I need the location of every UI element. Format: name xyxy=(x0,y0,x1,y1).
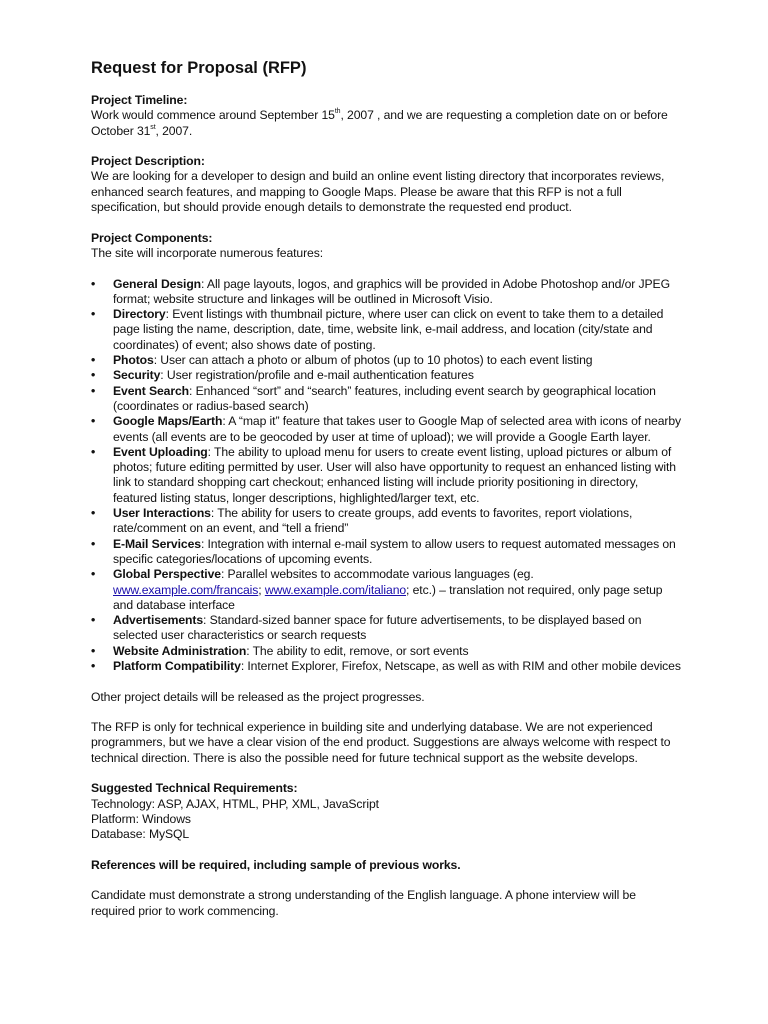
bullet-icon: • xyxy=(91,368,96,383)
bullet-icon: • xyxy=(91,506,96,521)
feature-item xyxy=(91,613,681,644)
feature-item xyxy=(91,368,681,383)
other-details-paragraph xyxy=(91,690,681,705)
project-timeline-section xyxy=(91,93,681,139)
link-separator: ; xyxy=(258,582,265,597)
feature-title: Google Maps/Earth xyxy=(113,414,223,429)
feature-text: : Event listings with thumbnail picture, where user can click on event to take them to a detailed page listing the name, description, date, time, website link, e-mail address, and location (city/state and coordinates) of event; also shows date of posting. xyxy=(113,307,664,352)
feature-item xyxy=(91,445,681,506)
feature-text: : Integration with internal e-mail system to allow users to request automated messages on specific categories/locations of upcoming events. xyxy=(113,536,676,566)
bullet-icon: • xyxy=(91,353,96,368)
components-intro: The site will incorporate numerous features: xyxy=(91,245,324,260)
description-heading: Project Description: xyxy=(91,154,205,169)
tech-heading: Suggested Technical Requirements: xyxy=(91,781,298,796)
timeline-text-part: Work would commence around September 15 xyxy=(91,108,335,123)
candidate-text: Candidate must demonstrate a strong understanding of the English language. A phone interview will be required prior to work commencing. xyxy=(91,888,636,918)
project-components-section xyxy=(91,231,681,675)
ordinal-suffix: th xyxy=(334,108,341,116)
feature-item xyxy=(91,537,681,568)
bullet-icon: • xyxy=(91,658,96,673)
bullet-icon: • xyxy=(91,414,96,429)
feature-text: ; etc.) – translation not required, only page setup and database interface xyxy=(113,582,663,612)
references-text: References will be required, including sample of previous works. xyxy=(91,857,461,872)
ordinal-suffix: st xyxy=(150,123,156,131)
feature-title: Photos xyxy=(113,353,154,368)
timeline-text xyxy=(91,108,681,139)
bullet-icon: • xyxy=(91,567,96,582)
tech-technology: Technology: ASP, AJAX, HTML, PHP, XML, JavaScript xyxy=(91,796,379,811)
bullet-icon: • xyxy=(91,536,96,551)
feature-text: : User can attach a photo or album of photos (up to 10 photos) to each event listing xyxy=(153,353,593,368)
timeline-heading: Project Timeline: xyxy=(91,93,188,107)
feature-text: : The ability to edit, remove, or sort events xyxy=(246,643,469,658)
feature-text: : User registration/profile and e-mail authentication features xyxy=(160,368,474,383)
feature-item xyxy=(91,567,681,613)
feature-text: : Enhanced “sort” and “search” features, including event search by geographical location (coordinates or radius-based search) xyxy=(113,383,656,413)
feature-text: : Parallel websites to accommodate various languages (eg. xyxy=(220,567,534,582)
italiano-site-link[interactable]: www.example.com/italiano xyxy=(264,582,407,597)
feature-title: Advertisements xyxy=(113,613,204,628)
feature-list xyxy=(91,277,681,675)
feature-text: : A “map it” feature that takes user to Google Map of selected area with icons of nearby events (all events are to be geocoded by user at time of upload); we will provide a Google Earth layer. xyxy=(113,414,681,444)
feature-title: Website Administration xyxy=(113,643,247,658)
feature-text: : Standard-sized banner space for future advertisements, to be displayed based on selected user characteristics or search requests xyxy=(113,613,642,643)
bullet-icon: • xyxy=(91,613,96,628)
description-text: We are looking for a developer to design and build an online event listing directory that incorporates reviews, enhanced search features, and mapping to Google Maps. Please be aware that this RFP is not a full specification, but should provide enough details to demonstrate the requested end product. xyxy=(91,169,665,215)
rfp-document xyxy=(91,58,681,934)
rfp-note-paragraph xyxy=(91,720,681,766)
feature-item xyxy=(91,277,681,308)
feature-item xyxy=(91,384,681,415)
tech-platform: Platform: Windows xyxy=(91,811,191,826)
feature-item xyxy=(91,307,681,353)
bullet-icon: • xyxy=(91,307,96,322)
feature-title: Event Uploading xyxy=(113,444,208,459)
feature-item xyxy=(91,644,681,659)
bullet-icon: • xyxy=(91,643,96,658)
project-description-section xyxy=(91,154,681,215)
feature-item xyxy=(91,659,681,674)
other-details-text: Other project details will be released as the project progresses. xyxy=(91,689,425,704)
feature-text: : The ability to upload menu for users to create event listing, upload pictures or album of photos; future editing permitted by user. User will also have opportunity to request an enhanced listing with link to standard shopping cart checkout; enhanced listing will include priority positioning in directory, featured listing status, longer descriptions, highlighted/larger text, etc. xyxy=(113,444,676,505)
timeline-text-part: , 2007 , and we are requesting a completion date on or before October 31 xyxy=(91,108,668,138)
feature-item xyxy=(91,414,681,445)
document-title: Request for Proposal (RFP) xyxy=(91,59,307,77)
tech-database: Database: MySQL xyxy=(91,827,190,842)
feature-title: E-Mail Services xyxy=(113,536,201,551)
feature-title: Platform Compatibility xyxy=(113,658,241,673)
feature-text: : All page layouts, logos, and graphics will be provided in Adobe Photoshop and/or JPEG format; website structure and linkages will be outlined in Microsoft Visio. xyxy=(113,276,670,306)
bullet-icon: • xyxy=(91,276,96,291)
feature-text: : Internet Explorer, Firefox, Netscape, as well as with RIM and other mobile devices xyxy=(240,658,681,673)
rfp-note-text: The RFP is only for technical experience in building site and underlying database. We are not experienced programmers, but we have a clear vision of the end product. Suggestions are always welcome with respect to technical direction. There is also the possible need for future technical support as the website develops. xyxy=(91,720,671,765)
feature-title: User Interactions xyxy=(113,506,211,521)
bullet-icon: • xyxy=(91,444,96,459)
candidate-paragraph xyxy=(91,888,681,919)
feature-item xyxy=(91,506,681,537)
feature-title: Event Search xyxy=(113,383,190,398)
feature-title: Security xyxy=(113,368,161,383)
feature-title: General Design xyxy=(113,276,202,291)
components-heading: Project Components: xyxy=(91,230,213,245)
feature-text: : The ability for users to create groups, add events to favorites, report violations, rate/comment on an event, and “tell a friend” xyxy=(113,506,633,536)
feature-title: Global Perspective xyxy=(113,567,221,582)
bullet-icon: • xyxy=(91,383,96,398)
timeline-text-part: , 2007. xyxy=(155,123,193,138)
feature-title: Directory xyxy=(113,307,166,322)
francais-site-link[interactable]: www.example.com/francais xyxy=(113,582,259,597)
technical-requirements-section xyxy=(91,781,681,842)
references-paragraph xyxy=(91,858,681,873)
feature-item xyxy=(91,353,681,368)
